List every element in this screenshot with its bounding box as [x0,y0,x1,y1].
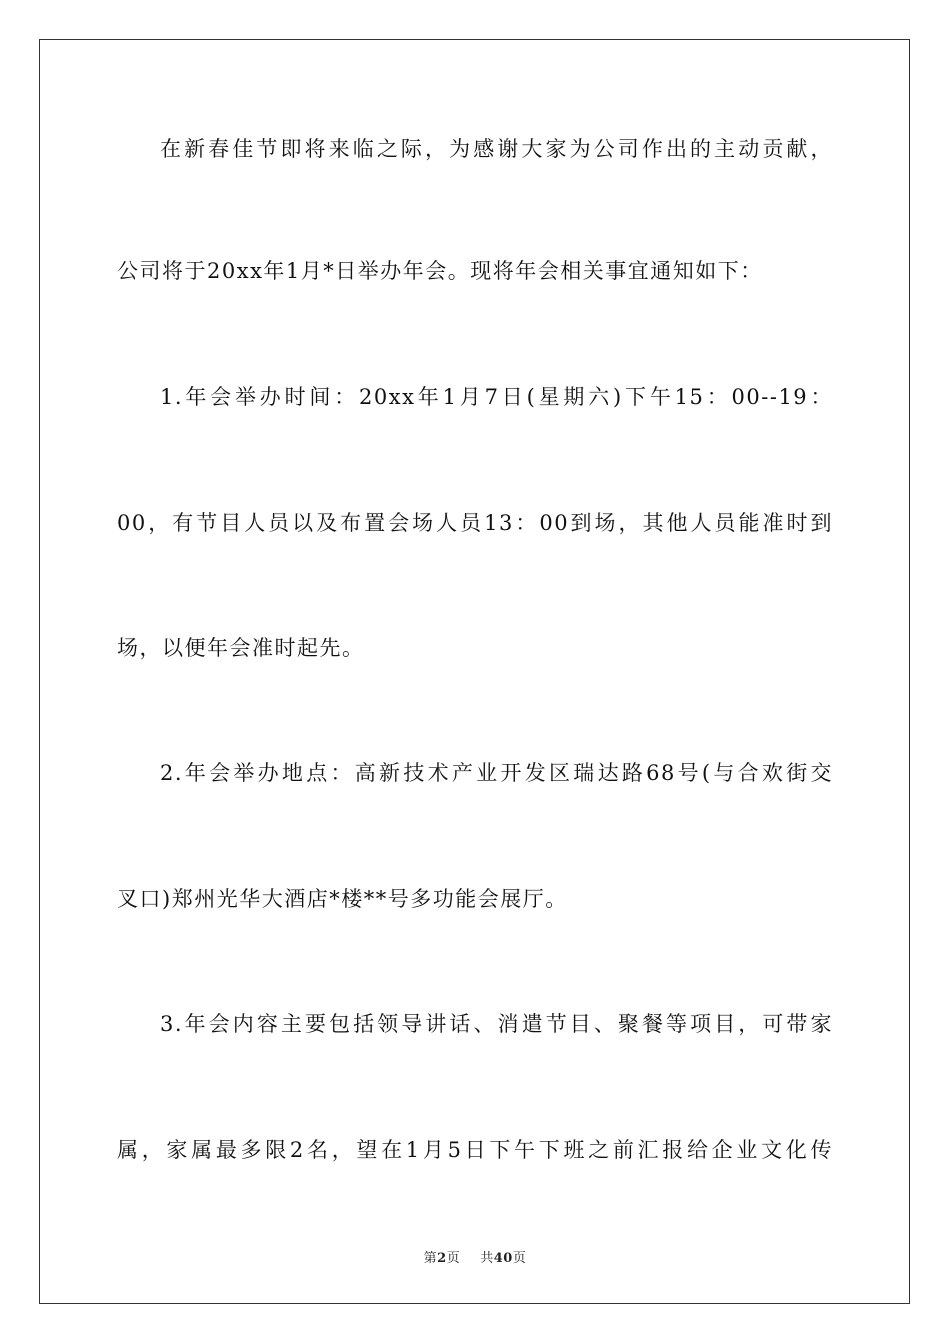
paragraph-line-6: 2.年会举办地点：高新技术产业开发区瑞达路68号(与合欢街交 [160,761,833,785]
paragraph-line-3: 1.年会举办时间：20xx年1月7日(星期六)下午15：00--19： [160,385,833,409]
footer-total-number: 40 [493,1251,513,1266]
paragraph-line-5: 场，以便年会准时起先。 [117,636,365,660]
paragraph-line-1: 在新春佳节即将来临之际，为感谢大家为公司作出的主动贡献， [160,137,833,161]
footer-page-number: 2 [437,1251,447,1266]
footer-page-prefix: 第 [423,1251,438,1266]
page-border [39,39,910,1304]
paragraph-line-7: 叉口)郑州光华大酒店*楼**号多功能会展厅。 [117,887,568,911]
paragraph-line-9: 属，家属最多限2名，望在1月5日下午下班之前汇报给企业文化传 [117,1138,833,1162]
paragraph-line-4: 00，有节目人员以及布置会场人员13：00到场，其他人员能准时到 [117,511,833,535]
footer-page-suffix: 页 [446,1251,461,1266]
page-footer [0,1247,950,1266]
paragraph-line-8: 3.年会内容主要包括领导讲话、消遣节目、聚餐等项目，可带家 [160,1012,833,1036]
footer-total-suffix: 页 [512,1251,527,1266]
footer-total-prefix: 共 [480,1251,494,1266]
paragraph-line-2: 公司将于20xx年1月*日举办年会。现将年会相关事宜通知如下： [117,259,763,283]
